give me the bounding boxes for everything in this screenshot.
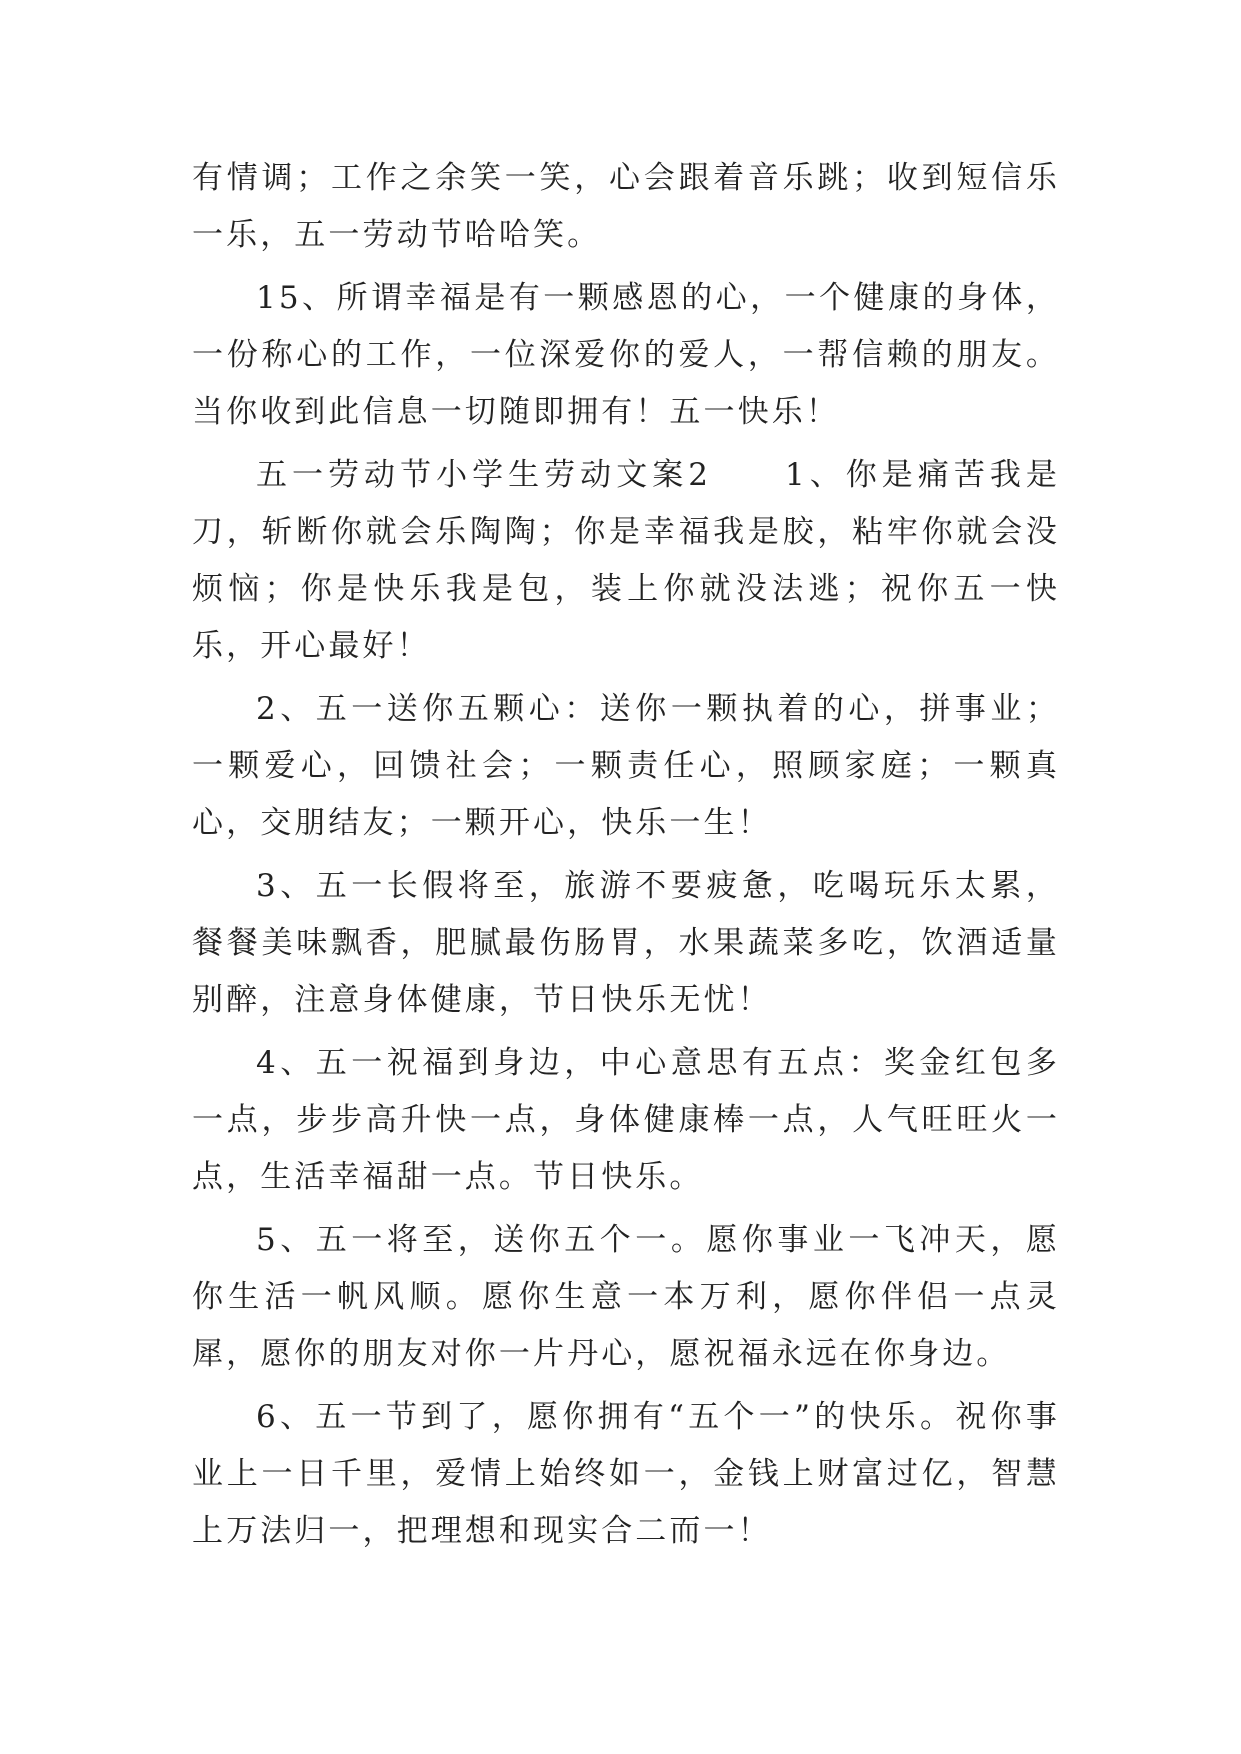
paragraph-item-6: 6、五一节到了，愿你拥有“五个一”的快乐。祝你事业上一日千里，爱情上始终如一，金钱上财富过亿，智慧上万法归一，把理想和现实合二而一！ — [192, 1399, 1060, 1549]
paragraph-item-5: 5、五一将至，送你五个一。愿你事业一飞冲天，愿你生活一帆风顺。愿你生意一本万利，愿你伴侣一点灵犀，愿你的朋友对你一片丹心，愿祝福永远在你身边。 — [192, 1222, 1060, 1372]
paragraph-section-heading-item-1: 五一劳动节小学生劳动文案2 1、你是痛苦我是刀，斩断你就会乐陶陶；你是幸福我是胶，粘牢你就会没烦恼；你是快乐我是包，装上你就没法逃；祝你五一快乐，开心最好！ — [192, 457, 1060, 664]
paragraph-item-4: 4、五一祝福到身边，中心意思有五点：奖金红包多一点，步步高升快一点，身体健康棒一点，人气旺旺火一点，生活幸福甜一点。节日快乐。 — [192, 1045, 1060, 1195]
document-body — [192, 150, 1060, 1560]
paragraph-continuation: 有情调；工作之余笑一笑，心会跟着音乐跳；收到短信乐一乐，五一劳动节哈哈笑。 — [192, 160, 1060, 253]
paragraph-item-3: 3、五一长假将至，旅游不要疲惫，吃喝玩乐太累，餐餐美味飘香，肥腻最伤肠胃，水果蔬菜多吃，饮酒适量别醉，注意身体健康，节日快乐无忧！ — [192, 868, 1060, 1018]
paragraph-item-15: 15、所谓幸福是有一颗感恩的心，一个健康的身体，一份称心的工作，一位深爱你的爱人，一帮信赖的朋友。当你收到此信息一切随即拥有！五一快乐！ — [192, 280, 1060, 430]
paragraph-item-2: 2、五一送你五颗心：送你一颗执着的心，拼事业；一颗爱心，回馈社会；一颗责任心，照顾家庭；一颗真心，交朋结友；一颗开心，快乐一生！ — [192, 691, 1060, 841]
